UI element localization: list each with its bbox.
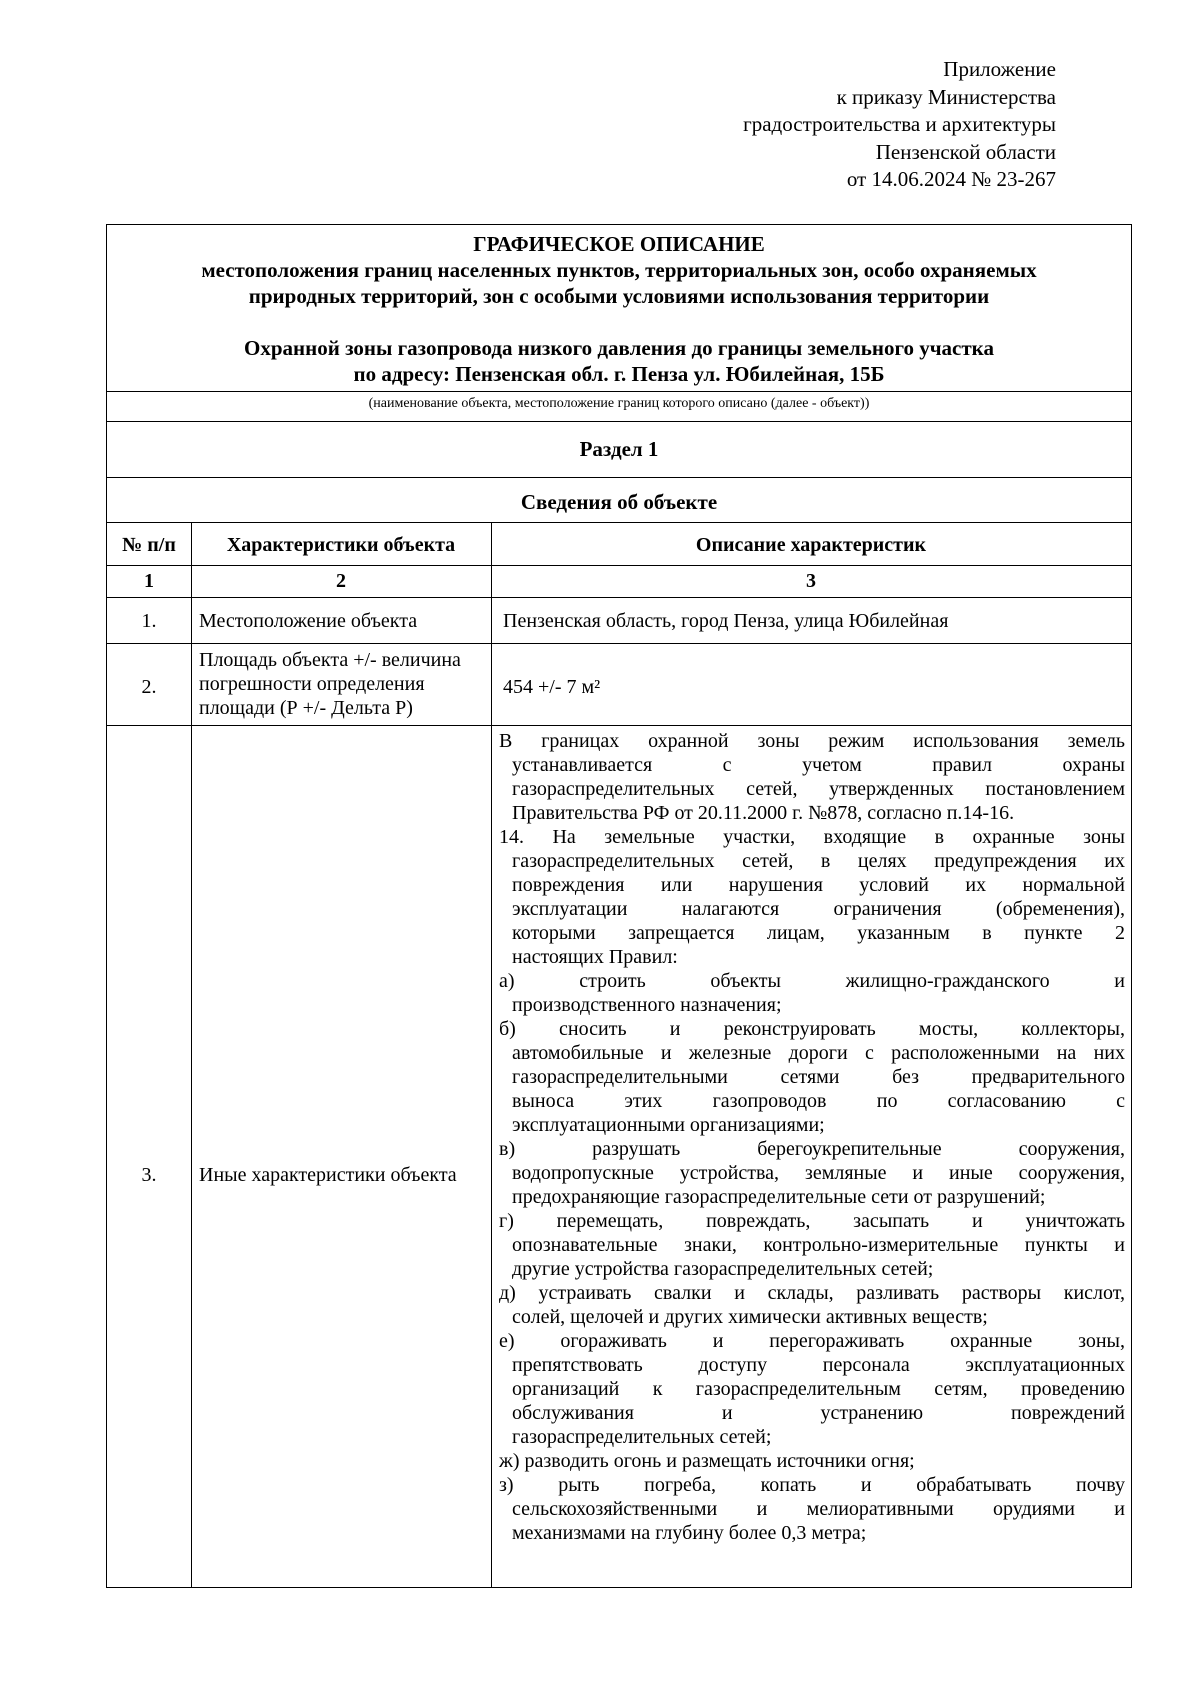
- description-line: выноса этих газопроводов по согласованию с: [512, 1090, 1125, 1112]
- row-number: 2.: [141, 676, 157, 698]
- column-number: 1: [144, 570, 154, 592]
- header-description: Описание характеристик: [695, 534, 927, 556]
- approval-line: Приложение: [943, 57, 1056, 81]
- approval-line: градостроительства и архитектуры: [743, 112, 1056, 136]
- section-subheading: Сведения об объекте: [520, 490, 718, 514]
- row-number: 1.: [141, 610, 157, 632]
- object-name: Охранной зоны газопровода низкого давления до границы земельного участка: [244, 336, 994, 360]
- description-line: организаций к газораспределительным сетям, проведению: [512, 1378, 1125, 1400]
- approval-line: к приказу Министерства: [836, 84, 1056, 109]
- description-line: сельскохозяйственными и мелиоративными орудиями и: [512, 1498, 1125, 1520]
- approval-line: от 14.06.2024 № 23-267: [846, 167, 1056, 191]
- column-divider: [191, 522, 192, 1588]
- description-line: ж) разводить огонь и размещать источники огня;: [499, 1450, 915, 1472]
- column-divider: [491, 522, 492, 1588]
- description-line: другие устройства газораспределительных сетей;: [512, 1258, 934, 1280]
- description-line: обслуживания и устранению повреждений: [512, 1402, 1125, 1424]
- column-number: 3: [806, 570, 816, 592]
- description-line: г) перемещать, повреждать, засыпать и уничтожать: [499, 1210, 1125, 1232]
- divider: [107, 421, 1131, 422]
- row-characteristic: [199, 648, 491, 720]
- description-line: эксплуатации налагаются ограничения (обременения),: [512, 898, 1125, 920]
- description-line: водопропускные устройства, земляные и иные сооружения,: [512, 1162, 1125, 1184]
- characteristic-line: площади (Р +/- Дельта Р): [199, 697, 413, 719]
- object-address: по адресу: Пензенская обл. г. Пенза ул. Юбилейная, 15Б: [353, 362, 885, 386]
- description-line: производственного назначения;: [512, 994, 782, 1016]
- description-line: повреждения или нарушения условий их нормальной: [512, 874, 1125, 896]
- description-line: автомобильные и железные дороги с расположенными на них: [512, 1042, 1125, 1064]
- title-block: [107, 231, 1131, 387]
- description-line: эксплуатационными организациями;: [512, 1114, 825, 1136]
- description-line: механизмами на глубину более 0,3 метра;: [512, 1522, 867, 1544]
- divider: [107, 522, 1131, 523]
- description-line: настоящих Правил:: [512, 946, 678, 968]
- header-num: № п/п: [122, 534, 176, 556]
- divider: [107, 477, 1131, 478]
- description-line: з) рыть погреба, копать и обрабатывать почву: [499, 1474, 1125, 1496]
- description-line: которыми запрещается лицам, указанным в пункте 2: [512, 922, 1125, 944]
- description-line: опознавательные знаки, контрольно-измерительные пункты и: [512, 1234, 1125, 1256]
- description-line: газораспределительных сетей, утвержденных постановлением: [512, 778, 1125, 800]
- object-caption: (наименование объекта, местоположение границ которого описано (далее - объект)): [368, 396, 870, 411]
- title-subline: местоположения границ населенных пунктов, территориальных зон, особо охраняемых: [201, 258, 1037, 282]
- description-line: В границах охранной зоны режим использования земель: [499, 730, 1125, 752]
- document-title: ГРАФИЧЕСКОЕ ОПИСАНИЕ: [473, 232, 765, 256]
- row-characteristic: Местоположение объекта: [199, 610, 418, 632]
- column-number: 2: [336, 570, 346, 592]
- description-line: 14. На земельные участки, входящие в охранные зоны: [499, 826, 1125, 848]
- document-table: [106, 224, 1132, 1588]
- row-description: Пензенская область, город Пенза, улица Юбилейная: [503, 610, 949, 632]
- divider: [107, 597, 1131, 598]
- approval-line: Пензенской области: [875, 139, 1056, 164]
- description-line: газораспределительными сетями без предварительного: [512, 1066, 1125, 1088]
- row-description: 454 +/- 7 м²: [503, 676, 601, 698]
- description-line: газораспределительных сетей;: [512, 1426, 772, 1448]
- divider: [107, 565, 1131, 566]
- row-number: 3.: [141, 1164, 157, 1186]
- description-line: в) разрушать берегоукрепительные сооружения,: [499, 1138, 1125, 1160]
- section-heading: Раздел 1: [579, 437, 659, 461]
- characteristic-line: погрешности определения: [199, 673, 425, 695]
- row-description: [499, 729, 1125, 1545]
- description-line: Правительства РФ от 20.11.2000 г. №878, согласно п.14-16.: [512, 802, 1015, 824]
- description-line: устанавливается с учетом правил охраны: [512, 754, 1125, 776]
- title-subline: природных территорий, зон с особыми условиями использования территории: [248, 284, 990, 308]
- row-characteristic: Иные характеристики объекта: [199, 1164, 457, 1186]
- divider: [107, 725, 1131, 726]
- description-line: д) устраивать свалки и склады, разливать растворы кислот,: [499, 1282, 1125, 1304]
- description-line: б) сносить и реконструировать мосты, коллекторы,: [499, 1018, 1125, 1040]
- description-line: солей, щелочей и других химически активных веществ;: [512, 1306, 988, 1328]
- characteristic-line: Площадь объекта +/- величина: [199, 649, 461, 671]
- description-line: газораспределительных сетей, в целях предупреждения их: [512, 850, 1125, 872]
- header-characteristic: Характеристики объекта: [226, 534, 456, 556]
- description-line: а) строить объекты жилищно-гражданского и: [499, 970, 1125, 992]
- description-line: препятствовать доступу персонала эксплуатационных: [512, 1354, 1125, 1376]
- description-line: е) огораживать и перегораживать охранные зоны,: [499, 1330, 1125, 1352]
- approval-block: [743, 56, 1056, 194]
- divider: [107, 643, 1131, 644]
- divider: [107, 391, 1131, 392]
- description-line: предохраняющие газораспределительные сети от разрушений;: [512, 1186, 1046, 1208]
